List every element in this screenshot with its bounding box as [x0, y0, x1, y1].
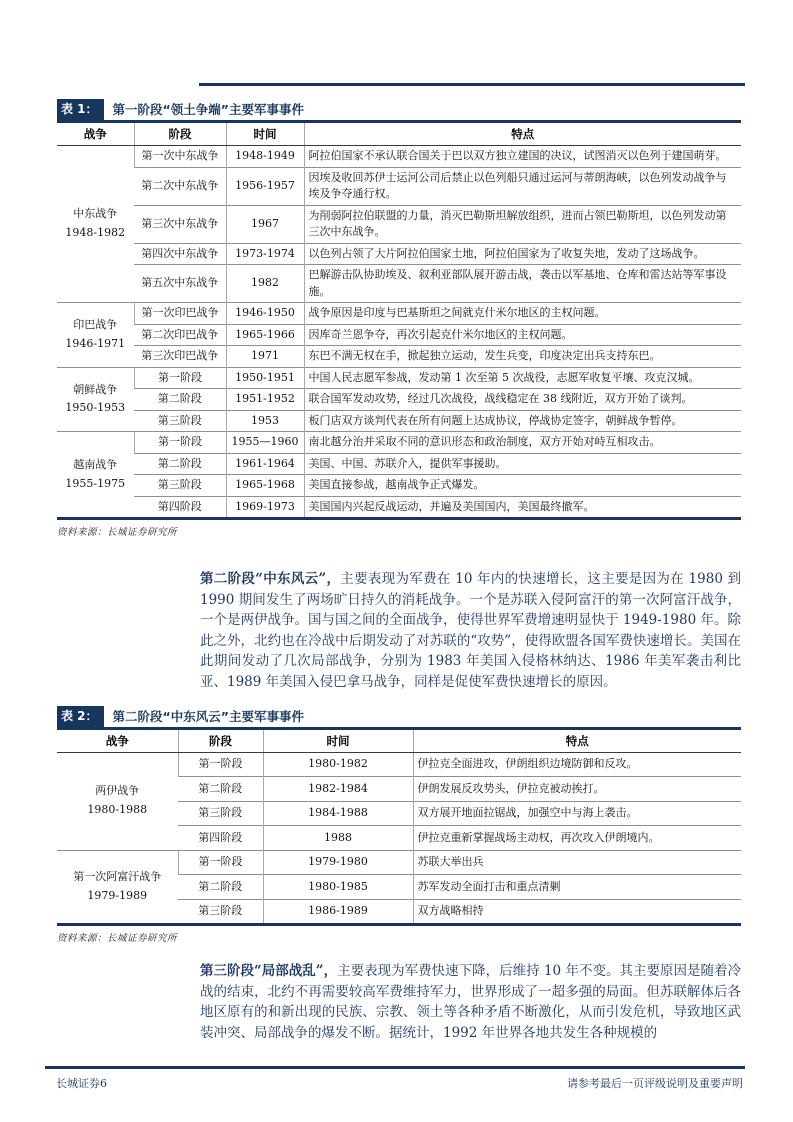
feature-cell: 因库奇兰恩争夺，再次引起克什米尔地区的主权问题。	[304, 324, 741, 346]
stage-cell: 第二次印巴战争	[134, 324, 226, 346]
war-years: 1980-1988	[87, 803, 148, 816]
feature-cell: 东巴不满无权在手，掀起独立运动，发生兵变，印度决定出兵支持东巴。	[304, 346, 741, 368]
table1-source-note: 资料来源：长城证券研究所	[57, 527, 178, 538]
time-cell: 1965-1968	[226, 475, 304, 497]
stage-cell: 第一阶段	[134, 367, 226, 389]
time-cell: 1980-1982	[263, 752, 413, 777]
time-cell: 1971	[226, 346, 304, 368]
footer-divider	[45, 1066, 745, 1069]
table-row	[57, 432, 741, 454]
paragraph-stage2-body: 主要表现为军费在 10 年内的快速增长，这主要是因为在 1980 到 1990 期间发生了两场旷日持久的消耗战争。一个是苏联入侵阿富汗的第一次阿富汗战争，一个是两伊战争。国与国之间的全面战争，使得世界军费增速明显快于 1949-1980 年。除此之外，北约也在冷战中后期发动了对苏联的“攻势”，使得欧盟各国军费快速增长。美国在此期间发动了几次局部战争，分别为 1983 年美国入侵格林纳达、1986 年美军袭击利比亚、1989 年美国入侵巴拿马战争，同样是促使军费快速增长的原因。	[200, 571, 742, 690]
feature-cell: 苏军发动全面打击和重点清剿	[413, 875, 741, 900]
footer-disclaimer: 请参考最后一页评级说明及重要声明	[567, 1077, 743, 1090]
feature-cell: 双方战略相持	[413, 899, 741, 925]
stage-cell: 第一次中东战争	[134, 146, 226, 168]
war-name: 中东战争	[73, 207, 118, 221]
war-years: 1946-1971	[65, 336, 126, 350]
column-header: 特点	[304, 123, 741, 146]
war-group-cell	[57, 432, 134, 519]
time-cell: 1982-1984	[263, 777, 413, 802]
time-cell: 1969-1973	[226, 496, 304, 519]
war-name: 印巴战争	[73, 318, 118, 332]
war-group-cell	[57, 367, 134, 432]
stage-cell: 第二阶段	[134, 453, 226, 475]
column-header: 战争	[57, 730, 178, 753]
table2	[57, 730, 741, 927]
table1-badge: 表 1：	[57, 99, 104, 120]
stage-cell: 第三阶段	[134, 475, 226, 497]
table2-badge: 表 2：	[57, 706, 104, 727]
table-row	[57, 303, 741, 325]
column-header: 阶段	[134, 123, 226, 146]
stage-cell: 第一阶段	[178, 752, 263, 777]
feature-cell: 美国国内兴起反战运动，并遍及美国国内，美国最终撤军。	[304, 496, 741, 519]
time-cell: 1948-1949	[226, 146, 304, 168]
time-cell: 1950-1951	[226, 367, 304, 389]
feature-cell: 板门店双方谈判代表在所有问题上达成协议，停战协定签字，朝鲜战争暂停。	[304, 410, 741, 432]
feature-cell: 巴解游击队协助埃及、叙利亚部队展开游击战，袭击以军基地、仓库和雷达站等军事设施。	[304, 265, 741, 303]
table2-block	[57, 706, 741, 945]
column-header: 战争	[57, 123, 134, 146]
stage-cell: 第二阶段	[178, 875, 263, 900]
stage-cell: 第二阶段	[178, 777, 263, 802]
stage-cell: 第四次中东战争	[134, 243, 226, 265]
war-years: 1979-1989	[87, 888, 148, 902]
time-cell: 1955—1960	[226, 432, 304, 454]
time-cell: 1984-1988	[263, 801, 413, 826]
stage-cell: 第四阶段	[178, 826, 263, 851]
table-row	[57, 243, 741, 265]
stage-cell: 第三阶段	[134, 410, 226, 432]
table-row	[57, 205, 741, 243]
table-row	[57, 324, 741, 346]
time-cell: 1986-1989	[263, 899, 413, 925]
time-cell: 1956-1957	[226, 167, 304, 205]
column-header: 时间	[263, 730, 413, 753]
header-divider	[199, 83, 745, 86]
feature-cell: 伊拉克全面进攻，伊朗组织边境防御和反攻。	[413, 752, 741, 777]
table2-header-row	[57, 730, 741, 753]
stage-cell: 第一阶段	[134, 432, 226, 454]
time-cell: 1982	[226, 265, 304, 303]
time-cell: 1980-1985	[263, 875, 413, 900]
table-row	[57, 850, 741, 875]
paragraph-stage3-body: 主要表现为军费快速下降，后维持 10 年不变。其主要原因是随着冷战的结束，北约不再需要较高军费维持军力，世界形成了一超多强的局面。但苏联解体后各地区原有的和新出现的民族、宗教、领土等各种矛盾不断激化，从而引发危机，导致地区武装冲突、局部战争的爆发不断。据统计，1992 年世界各地共发生各种规模的	[200, 963, 742, 1041]
footer-page-label: 长城证券6	[56, 1077, 107, 1090]
stage-cell: 第一次印巴战争	[134, 303, 226, 325]
time-cell: 1951-1952	[226, 389, 304, 411]
time-cell: 1953	[226, 410, 304, 432]
table1-titlebar	[57, 99, 741, 123]
war-group-cell	[57, 303, 134, 368]
feature-cell: 美国直接参战，越南战争正式爆发。	[304, 475, 741, 497]
table-row	[57, 346, 741, 368]
war-years: 1955-1975	[65, 476, 126, 490]
paragraph-stage2-lead: 第二阶段“中东风云”，	[200, 571, 341, 587]
war-years: 1950-1953	[65, 401, 126, 415]
paragraph-stage3	[200, 961, 741, 1043]
feature-cell: 阿拉伯国家不承认联合国关于巴以双方独立建国的决议，试图消灭以色列于建国萌芽。	[304, 146, 741, 168]
page-content	[57, 99, 741, 1057]
table-row	[57, 752, 741, 777]
feature-cell: 中国人民志愿军参战，发动第 1 次至第 5 次战役，志愿军收复平壤、攻克汉城。	[304, 367, 741, 389]
war-name: 两伊战争	[95, 784, 140, 798]
stage-cell: 第五次中东战争	[134, 265, 226, 303]
war-name: 越南战争	[73, 457, 118, 471]
column-header: 特点	[413, 730, 741, 753]
time-cell: 1965-1966	[226, 324, 304, 346]
feature-cell: 联合国军发动攻势，经过几次战役，战线稳定在 38 线附近，双方开始了谈判。	[304, 389, 741, 411]
time-cell: 1961-1964	[226, 453, 304, 475]
stage-cell: 第二阶段	[134, 389, 226, 411]
table-row	[57, 265, 741, 303]
table1-block	[57, 99, 741, 538]
table-row	[57, 167, 741, 205]
war-name: 第一次阿富汗战争	[73, 870, 162, 884]
war-name: 朝鲜战争	[73, 382, 118, 396]
feature-cell: 因埃及收回苏伊士运河公司后禁止以色列船只通过运河与蒂朗海峡，以色列发动战争与埃及争夺通行权。	[304, 167, 741, 205]
table1	[57, 123, 741, 520]
column-header: 阶段	[178, 730, 263, 753]
feature-cell: 伊拉克重新掌握战场主动权，再次攻入伊朗境内。	[413, 826, 741, 851]
time-cell: 1979-1980	[263, 850, 413, 875]
table-row	[57, 146, 741, 168]
table2-source-note: 资料来源：长城证券研究所	[57, 933, 178, 944]
table-row	[57, 410, 741, 432]
table-row	[57, 475, 741, 497]
table-row	[57, 367, 741, 389]
stage-cell: 第一阶段	[178, 850, 263, 875]
feature-cell: 双方展开地面拉锯战，加强空中与海上袭击。	[413, 801, 741, 826]
stage-cell: 第三次印巴战争	[134, 346, 226, 368]
time-cell: 1988	[263, 826, 413, 851]
feature-cell: 美国、中国、苏联介入，提供军事援助。	[304, 453, 741, 475]
table2-titlebar	[57, 706, 741, 730]
war-group-cell	[57, 146, 134, 303]
feature-cell: 以色列占领了大片阿拉伯国家土地，阿拉伯国家为了收复失地，发动了这场战争。	[304, 243, 741, 265]
column-header: 时间	[226, 123, 304, 146]
paragraph-stage2	[200, 569, 741, 692]
war-group-cell	[57, 850, 178, 925]
stage-cell: 第三阶段	[178, 899, 263, 925]
time-cell: 1946-1950	[226, 303, 304, 325]
feature-cell: 苏联大举出兵	[413, 850, 741, 875]
stage-cell: 第四阶段	[134, 496, 226, 519]
feature-cell: 南北越分治并采取不同的意识形态和政治制度，双方开始对峙互相攻击。	[304, 432, 741, 454]
table1-header-row	[57, 123, 741, 146]
stage-cell: 第二次中东战争	[134, 167, 226, 205]
feature-cell: 伊朗发展反攻势头，伊拉克被动挨打。	[413, 777, 741, 802]
table-row	[57, 389, 741, 411]
feature-cell: 为削弱阿拉伯联盟的力量，消灭巴勒斯坦解放组织，进而占领巴勒斯坦，以色列发动第三次中东战争。	[304, 205, 741, 243]
feature-cell: 战争原因是印度与巴基斯坦之间就克什米尔地区的主权问题。	[304, 303, 741, 325]
stage-cell: 第三阶段	[178, 801, 263, 826]
table1-title: 第一阶段“领土争端”主要军事事件	[112, 102, 304, 117]
table2-title: 第二阶段“中东风云”主要军事事件	[112, 708, 304, 724]
table-row	[57, 453, 741, 475]
time-cell: 1973-1974	[226, 243, 304, 265]
time-cell: 1967	[226, 205, 304, 243]
table-row	[57, 496, 741, 519]
war-years: 1948-1982	[65, 226, 126, 239]
paragraph-stage3-lead: 第三阶段“局部战乱”，	[200, 963, 338, 979]
stage-cell: 第三次中东战争	[134, 205, 226, 243]
war-group-cell	[57, 752, 178, 850]
